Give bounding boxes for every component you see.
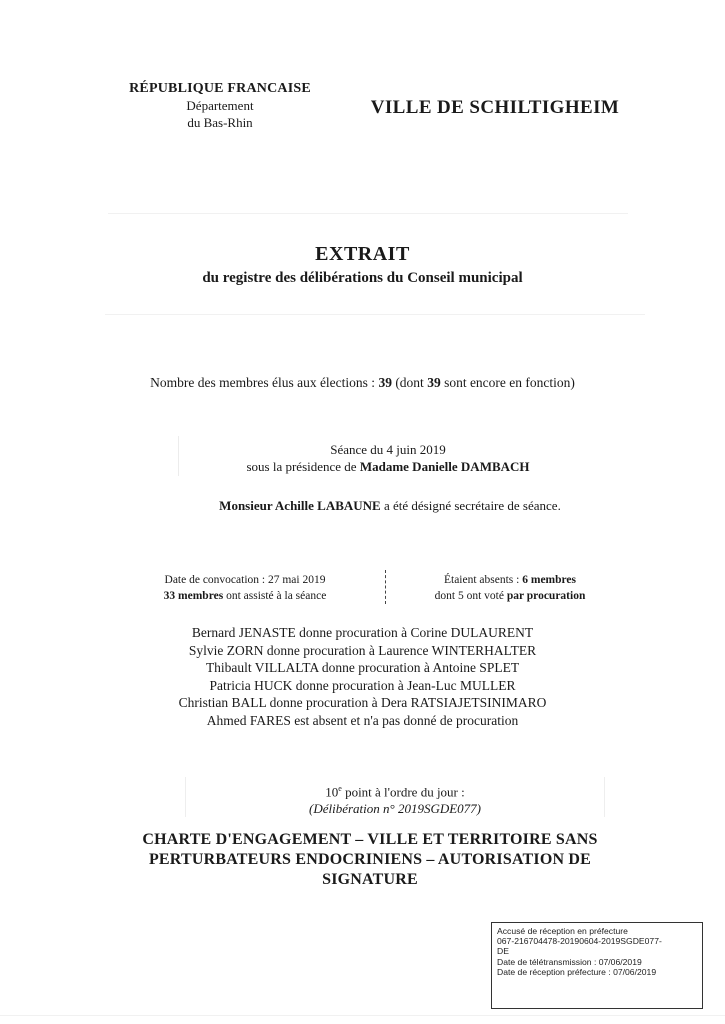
membres-middle: (dont (391, 375, 428, 390)
departement-label: Département (186, 98, 254, 113)
presidente-name: Madame Danielle DAMBACH (359, 459, 530, 474)
bas-rhin-label: du Bas-Rhin (187, 115, 253, 130)
presents-rest: ont assisté à la séance (223, 590, 327, 602)
absents-block (410, 572, 610, 604)
registre-subtitle: du registre des délibérations du Conseil municipal (202, 270, 523, 286)
procuration-item: Christian BALL donne procuration à Dera RATSIAJETSINIMARO (178, 695, 547, 710)
membres-end: sont encore en fonction) (440, 375, 575, 390)
subject-line-2: PERTURBATEURS ENDOCRINIENS – AUTORISATION DE (148, 851, 592, 868)
prefecture-receipt-stamp (491, 922, 703, 1009)
secretaire-name: Monsieur Achille LABAUNE (219, 498, 381, 513)
absents-count: 6 membres (522, 574, 576, 586)
procuration-item: Ahmed FARES est absent et n'a pas donné de procuration (206, 712, 519, 728)
republique-francaise: RÉPUBLIQUE FRANCAISE (129, 81, 311, 96)
stamp-line-4: Date de télétransmission : 07/06/2019 (497, 956, 642, 967)
membres-count: 39 (378, 375, 392, 390)
absents-prefix: Étaient absents : (443, 574, 523, 586)
faint-divider-bottom (0, 1015, 725, 1016)
presidence-prefix: sous la présidence de (246, 459, 360, 474)
stamp-line-3: DE (497, 946, 509, 957)
stamp-line-5: Date de réception préfecture : 07/06/2019 (497, 966, 657, 977)
subject-line-1: CHARTE D'ENGAGEMENT – VILLE ET TERRITOIRE SANS (142, 831, 598, 848)
presents-count: 33 membres (163, 590, 224, 602)
republique-block (110, 80, 330, 131)
secretaire-role: a été désigné secrétaire de séance. (380, 498, 561, 513)
procuration-item: Sylvie ZORN donne procuration à Laurence WINTERHALTER (188, 642, 537, 658)
procuration-bold: par procuration (506, 590, 586, 602)
membres-en-fonction: 39 (427, 375, 441, 390)
seance-block (178, 441, 598, 475)
faint-divider-top (108, 213, 628, 214)
point-sup: e (338, 784, 342, 793)
stamp-line-2: 067-216704478-20190604-2019SGDE077- (497, 936, 662, 947)
convocation-date: Date de convocation : 27 mai 2019 (164, 574, 326, 586)
attendance-separator (385, 570, 386, 604)
extrait-title: EXTRAIT (315, 243, 410, 265)
procuration-line (410, 588, 610, 604)
procuration-item: Bernard JENASTE donne procuration à Corine DULAURENT (191, 625, 534, 640)
subject-title (100, 830, 640, 890)
presents-line (140, 588, 350, 604)
point-block (185, 780, 605, 817)
membres-line (0, 375, 725, 391)
faint-divider-mid (105, 314, 645, 315)
convocation-block (140, 572, 350, 604)
subject-line-3: SIGNATURE (322, 871, 418, 888)
stamp-line-1: Accusé de réception en préfecture (497, 926, 628, 936)
point-label: point à l'ordre du jour : (341, 784, 465, 800)
ville-title: VILLE DE SCHILTIGHEIM (370, 97, 620, 118)
procuration-item: Patricia HUCK donne procuration à Jean-Luc MULLER (209, 677, 516, 693)
procurations-list (0, 624, 725, 729)
point-number: 10 (325, 784, 339, 800)
procuration-item: Thibault VILLALTA donne procuration à Antoine SPLET (205, 660, 520, 675)
secretaire-line (150, 498, 630, 514)
membres-text: Nombre des membres élus aux élections : (150, 375, 379, 390)
absents-line (410, 572, 610, 588)
procuration-prefix: dont 5 ont voté (434, 590, 507, 602)
seance-date: Séance du 4 juin 2019 (330, 442, 446, 457)
point-line (185, 780, 605, 800)
seance-presidence (178, 458, 598, 475)
deliberation-number: (Délibération n° 2019SGDE077) (308, 801, 481, 817)
